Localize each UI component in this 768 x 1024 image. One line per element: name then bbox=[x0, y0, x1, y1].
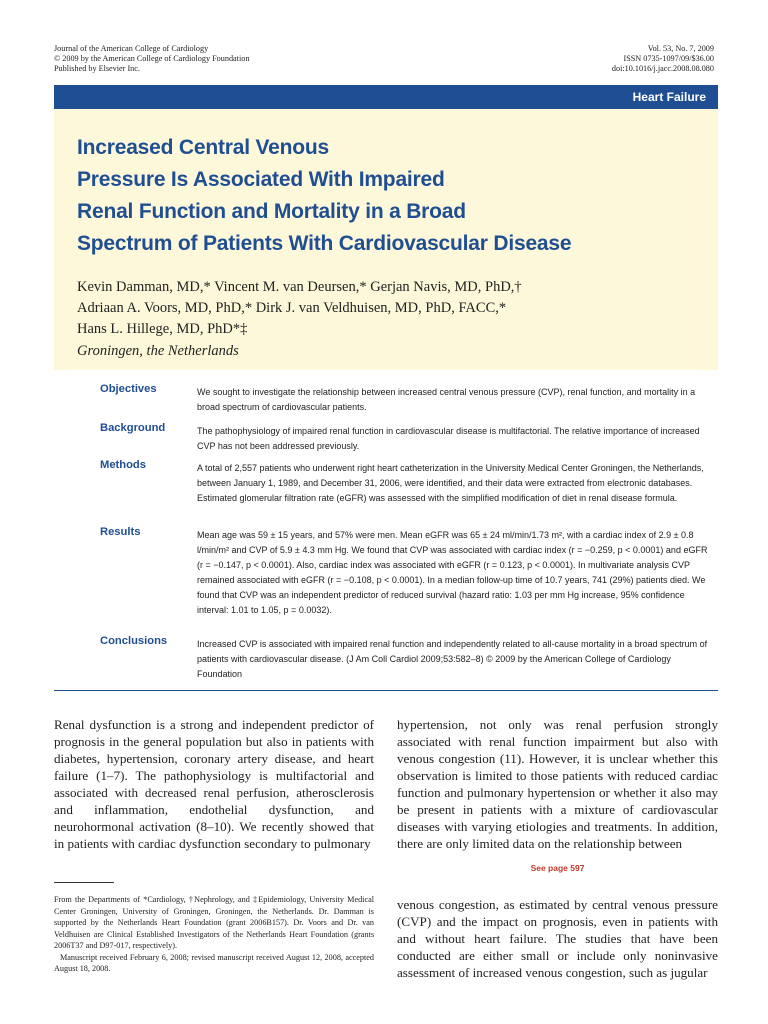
body-right-column-bottom: venous congestion, as estimated by central venous pressure (CVP) and the impact on prognosis, even in patients with and without heart failure. The studies that have been conducted are either small or include only noninvasive assessment of increased venous congestion, such as jugular bbox=[397, 897, 718, 980]
author-line: Kevin Damman, MD,* Vincent M. van Deursen,* Gerjan Navis, MD, PhD,† bbox=[77, 279, 522, 295]
body-right-column-top: hypertension, not only was renal perfusion strongly associated with renal function impairment but also with venous congestion (11). However, it is unclear whether this observation is limited to those patients with reduced cardiac function and pulmonary hypertension or whether it also may be present in patients with a mixture of cardiovascular diseases with varying etiologies and treatments. In addition, there are only limited data on the relationship between bbox=[397, 717, 718, 851]
abstract-label: Results bbox=[100, 526, 141, 538]
abstract-text: A total of 2,557 patients who underwent right heart catheterization in the University Medical Center Groningen, the Netherlands, between January 1, 1989, and December 31, 2006, were identified, and their data were extracted from electronic databases. Estimated glomerular filtration rate (eGFR) was assessed with the simplified modification of diet in renal disease formula. bbox=[197, 463, 704, 503]
body-left-column: Renal dysfunction is a strong and independent predictor of prognosis in the general population but also in patients with diabetes, hypertension, coronary artery disease, and heart failure (1–7). The pathophysiology is multifactorial and associated with decreased renal perfusion, atherosclerosis and inflammation, endothelial dysfunction, and neurohormonal activation (8–10). We recently showed that in patients with cardiac dysfunction secondary to pulmonary bbox=[54, 717, 374, 851]
abstract-text: We sought to investigate the relationship between increased central venous pressure (CVP), renal function, and mortality in a broad spectrum of cardiovascular patients. bbox=[197, 387, 696, 412]
journal-name: Journal of the American College of Cardiology bbox=[54, 44, 209, 53]
abstract-label: Objectives bbox=[100, 383, 157, 395]
journal-header-right bbox=[612, 44, 714, 74]
section-label: Heart Failure bbox=[632, 90, 706, 104]
footnote-affiliations: From the Departments of *Cardiology, †Nephrology, and ‡Epidemiology, University Medical Center Groningen, University of Groningen, Groningen, the Netherlands. Dr. Damman is supported by the Netherlands Heart Foundation (grant 2006B157). Dr. Voors and Dr. van Veldhuisen are Clinical Established Investigators of the Netherlands Heart Foundation (grants 2006T37 and D97-017, respectively). bbox=[54, 895, 374, 950]
abstract-divider bbox=[54, 690, 718, 691]
author-list bbox=[77, 277, 697, 340]
abstract-label: Background bbox=[100, 422, 166, 434]
abstract-text: Increased CVP is associated with impaired renal function and independently related to all-cause mortality in a broad spectrum of patients with cardiovascular disease. (J Am Coll Cardiol 2009;53:582–8) © 2009 by the American College of Cardiology Foundation bbox=[197, 639, 708, 679]
abstract-label: Conclusions bbox=[100, 635, 168, 647]
title-line: Spectrum of Patients With Cardiovascular Disease bbox=[77, 232, 572, 255]
footnote-divider bbox=[54, 882, 114, 883]
publisher-line: Published by Elsevier Inc. bbox=[54, 64, 140, 73]
author-line: Hans L. Hillege, MD, PhD*‡ bbox=[77, 321, 248, 337]
section-bar bbox=[54, 85, 718, 109]
title-line: Renal Function and Mortality in a Broad bbox=[77, 200, 466, 223]
doi-line: doi:10.1016/j.jacc.2008.08.080 bbox=[611, 64, 714, 73]
issn-line: ISSN 0735-1097/09/$36.00 bbox=[623, 54, 714, 63]
see-page-link[interactable]: See page 597 bbox=[530, 863, 585, 873]
journal-header-left bbox=[54, 44, 249, 74]
abstract-text: Mean age was 59 ± 15 years, and 57% were men. Mean eGFR was 65 ± 24 ml/min/1.73 m², with a cardiac index of 2.9 ± 0.8 l/min/m² and CVP of 5.9 ± 4.3 mm Hg. We found that CVP was associated with cardiac index (r = −0.259, p < 0.0001) and eGFR (r = −0.147, p < 0.0001). Also, cardiac index was associated with eGFR (r = 0.123, p < 0.0001). In multivariate analysis CVP remained associated with eGFR (r = −0.108, p < 0.0001). In a median follow-up time of 10.7 years, 741 (29%) patients died. We found that CVP was an independent predictor of reduced survival (hazard ratio: 1.03 per mm Hg increase, 95% confidence interval: 1.01 to 1.05, p = 0.0032). bbox=[197, 530, 708, 615]
title-line: Increased Central Venous bbox=[77, 136, 329, 159]
footnotes bbox=[54, 894, 374, 975]
article-title bbox=[77, 132, 697, 260]
abstract-text: The pathophysiology of impaired renal function in cardiovascular disease is multifactorial. The relative importance of increased CVP has not been addressed previously. bbox=[197, 426, 700, 451]
author-line: Adriaan A. Voors, MD, PhD,* Dirk J. van Veldhuisen, MD, PhD, FACC,* bbox=[77, 300, 507, 316]
abstract-label: Methods bbox=[100, 459, 146, 471]
footnote-manuscript-dates: Manuscript received February 6, 2008; revised manuscript received August 12, 2008, accepted August 18, 2008. bbox=[54, 952, 374, 973]
volume-line: Vol. 53, No. 7, 2009 bbox=[647, 44, 714, 53]
title-line: Pressure Is Associated With Impaired bbox=[77, 168, 445, 191]
copyright-line: © 2009 by the American College of Cardiology Foundation bbox=[54, 54, 250, 63]
affiliation: Groningen, the Netherlands bbox=[77, 343, 239, 359]
